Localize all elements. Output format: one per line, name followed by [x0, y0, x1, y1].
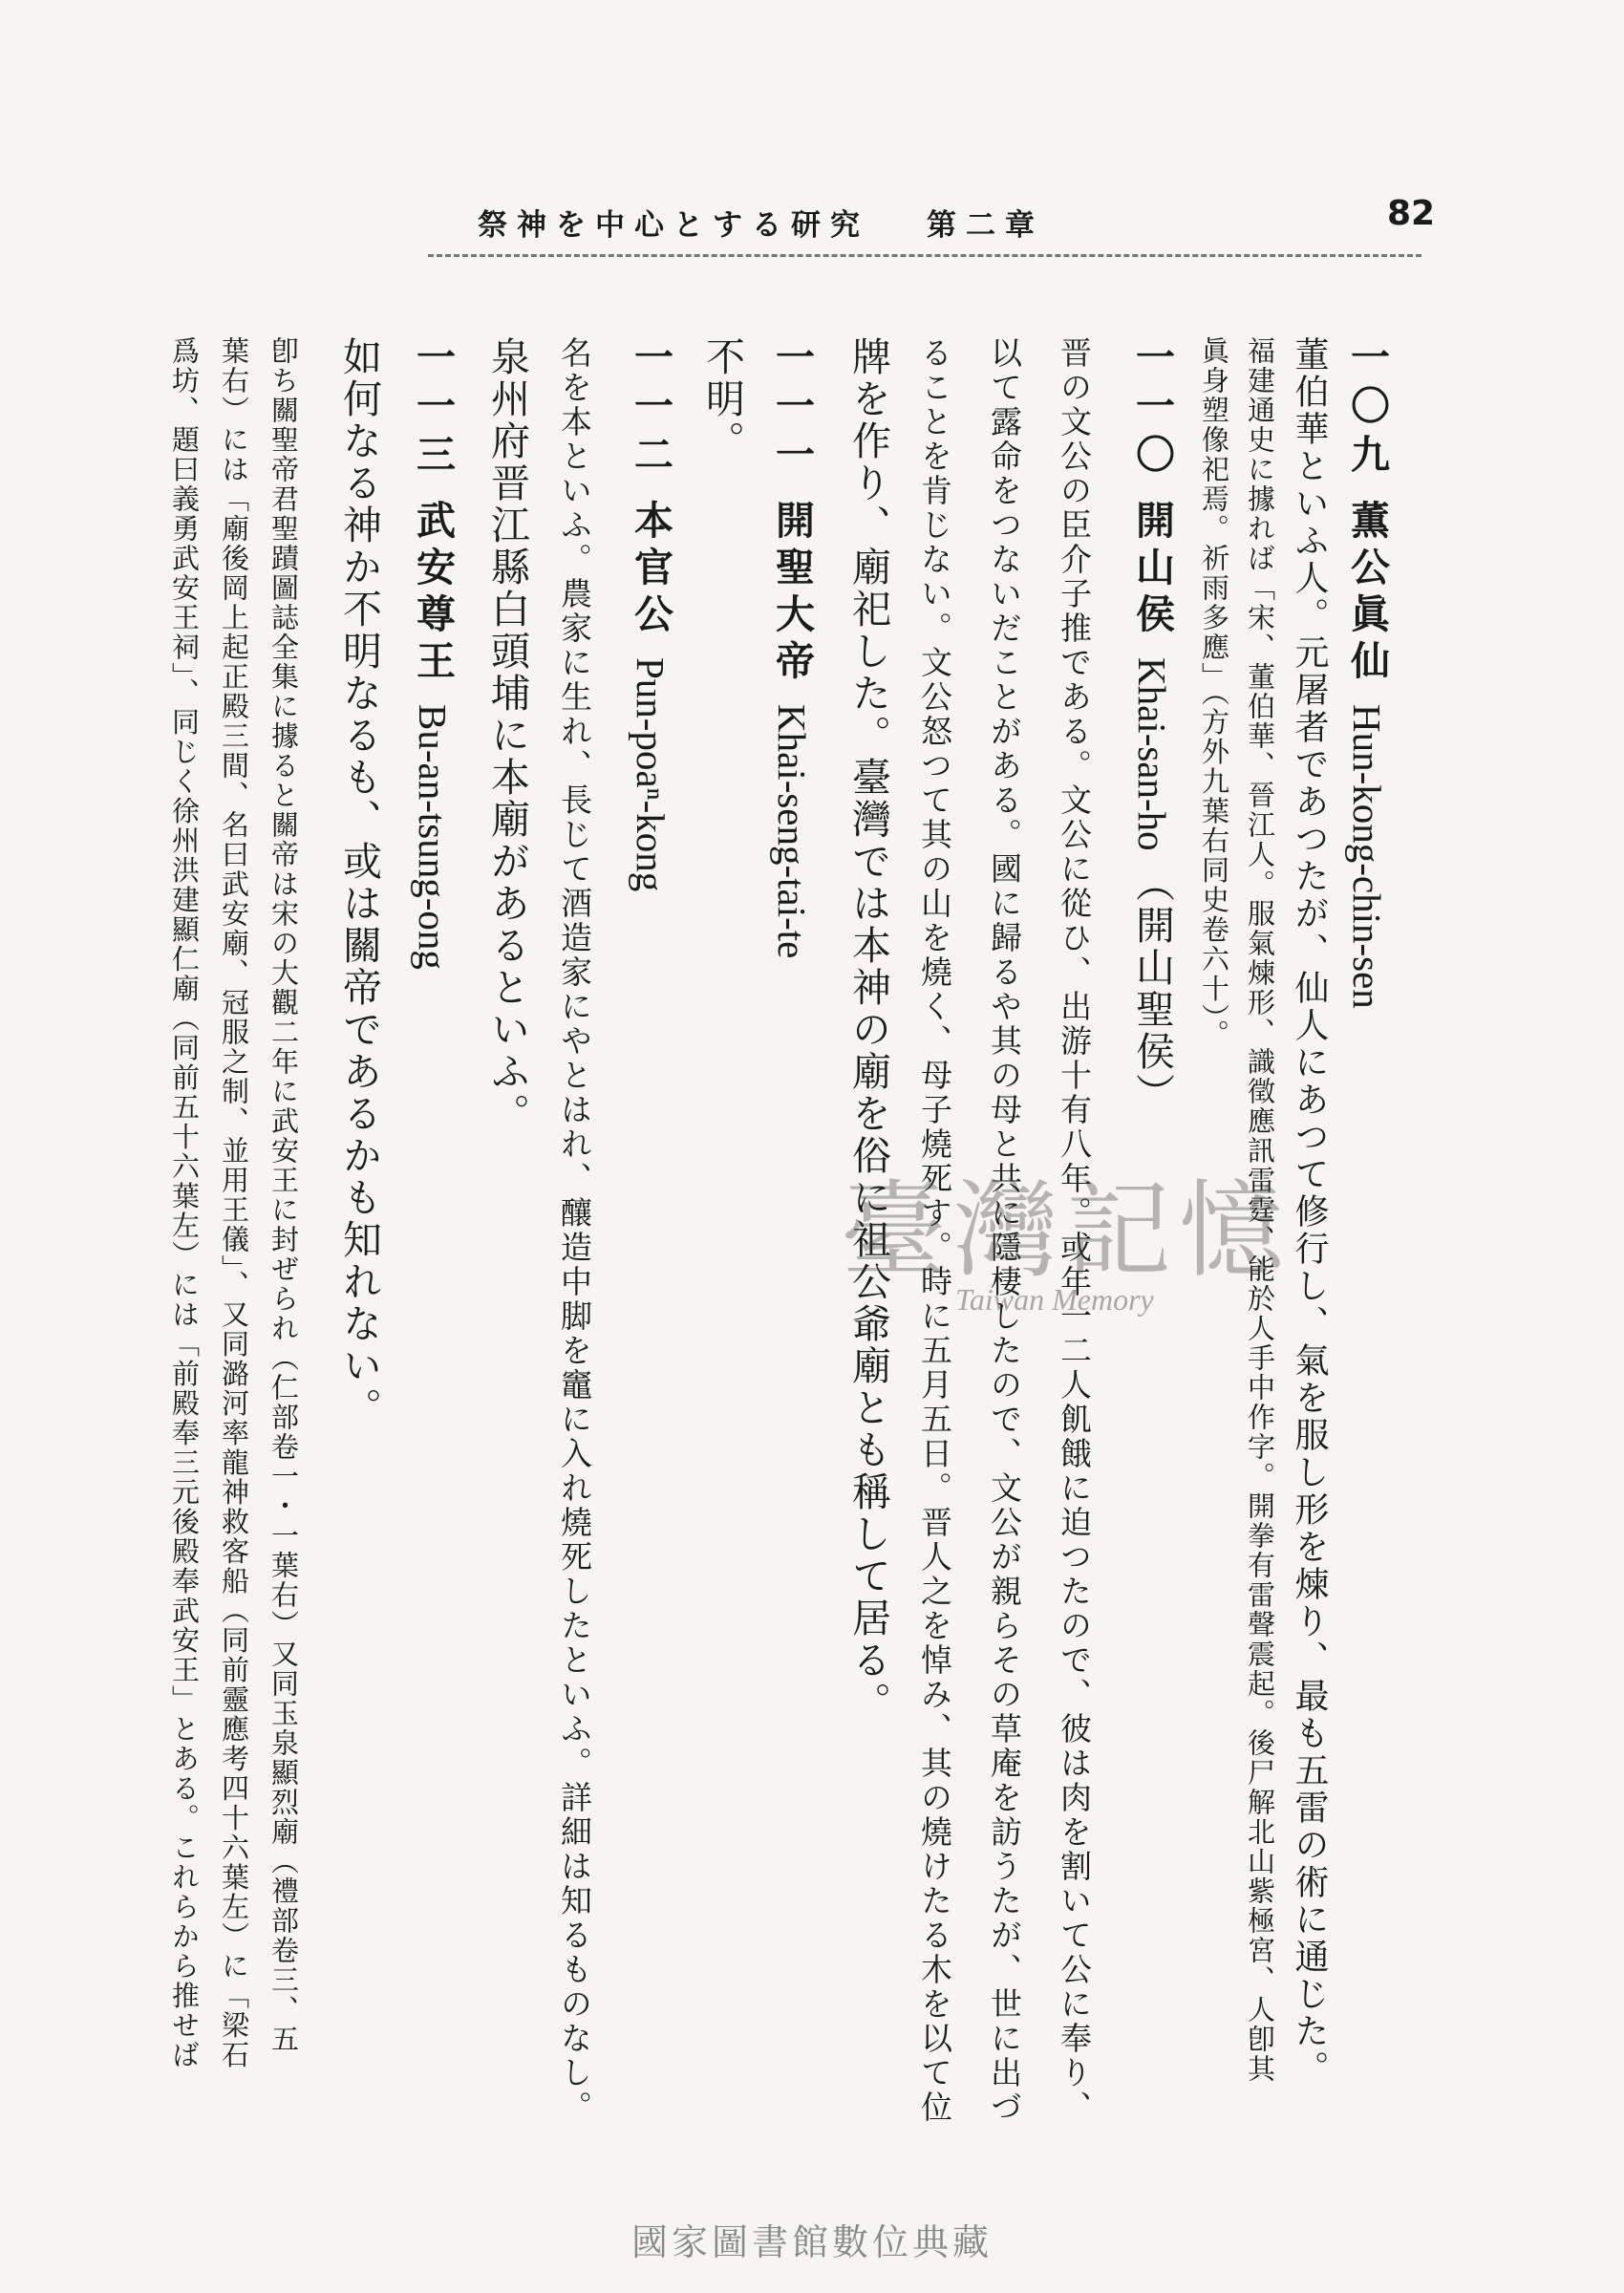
running-title: 祭神を中心とする研究 — [478, 208, 869, 243]
note-line: 葉右）には「廟後岡上起正殿三間、名曰武安廟、冠服之制、並用王儀」、又同潞河率龍神救客船（同前靈應考四十六葉左）に「梁石 — [218, 336, 250, 2070]
entry-title: 開聖大帝 — [769, 500, 815, 687]
chapter-label: 第二章 — [927, 208, 1044, 243]
text-line: 以て露命をつないだことがある。國に歸るや其の母と共に隱棲したので、文公が親らその草庵を訪うたが、世に出づ — [986, 336, 1023, 2125]
entry-romanization: Khai-san-ho — [1130, 657, 1174, 851]
entry-number: 一一〇 — [1129, 336, 1175, 482]
note-line: 福建通史に據れば「宋、董伯華、晉江人。服氣煉形、識徵應訊雷霆、能於人手中作字。開拳有雷聲震起。後尸解北山紫極宮、人卽其 — [1244, 336, 1276, 2084]
entry-alias: （開山聖侯） — [1129, 862, 1175, 1115]
note-line: 卽ち關聖帝君聖蹟圖誌全集に據ると關帝は宋の大觀二年に武安王に封ぜられ（仁部卷一・一葉右）又同玉泉顯烈廟（禮部卷三、五 — [267, 336, 300, 2054]
text-line: 不明。 — [699, 336, 745, 462]
note-line: 爲坊、題曰義勇武安王祠」、同じく徐州洪建顯仁廟（同前五十六葉左）には「前殿奉三元後殿奉武安王」とある。これらから推せば — [168, 336, 201, 2070]
text-line: ることを肯じない。文公怒つて其の山を燒く、母子燒死す。時に五月五日。晋人之を悼み、其の燒けたる木を以て位 — [916, 336, 953, 2125]
watermark-subtitle: Taiwan Memory — [955, 1282, 1154, 1317]
entry-number: 一一二 — [628, 336, 673, 482]
entry-romanization: Pun-poaⁿ-kong — [629, 657, 673, 892]
footer-credit: 國家圖書館數位典藏 — [630, 2221, 993, 2263]
text-line: 泉州府晋江縣白頭埔に本廟があるといふ。 — [484, 336, 530, 1135]
text-line: 晋の文公の臣介子推である。文公に從ひ、出游十有八年。或年一二人飢餓に迫つたので、彼は肉を割いて公に奉り、 — [1056, 336, 1093, 2125]
note-line: 眞身塑像祀焉。祈雨多應」（方外九葉右同史卷六十）。 — [1198, 336, 1230, 1049]
text-line: 牌を作り、廟祀した。臺灣では本神の廟を俗に祖公爺廟とも稱して居る。 — [845, 336, 891, 1724]
entry-number: 一一三 — [410, 336, 456, 482]
entry-title: 本官公 — [628, 500, 673, 640]
entry-heading — [1129, 336, 1175, 1115]
watermark-logo: 臺灣記憶 — [841, 1169, 1292, 1292]
running-header — [478, 201, 1044, 244]
text-line: 如何なる神か不明なるも、或は關帝であるかも知れない。 — [336, 336, 382, 1429]
entry-title: 薫公眞仙 — [1344, 500, 1390, 687]
header-rule — [428, 254, 1421, 257]
entry-heading — [628, 336, 673, 892]
entry-heading — [769, 336, 815, 959]
entry-romanization: Bu-an-tsung-ong — [411, 704, 455, 970]
entry-number: 一〇九 — [1344, 336, 1390, 482]
text-line: 名を本といふ。農家に生れ、長じて酒造家にやとはれ、釀造中脚を竈に入れ燒死したといふ。詳細は知るものなし。 — [556, 336, 593, 2125]
text-line: 董伯華といふ人。元屠者であつたが、仙人にあつて修行し、氣を服し形を煉り、最も五雷の術に通じた。 — [1290, 336, 1329, 2088]
entry-number: 一一一 — [769, 336, 815, 482]
entry-title: 開山侯 — [1129, 500, 1175, 640]
page-number: 82 — [1387, 194, 1436, 233]
entry-heading — [1344, 336, 1390, 1009]
entry-romanization: Hun-kong-chin-sen — [1345, 704, 1389, 1009]
entry-heading — [410, 336, 456, 970]
entry-title: 武安尊王 — [410, 500, 456, 687]
entry-romanization: Khai-seng-tai-te — [770, 704, 814, 959]
